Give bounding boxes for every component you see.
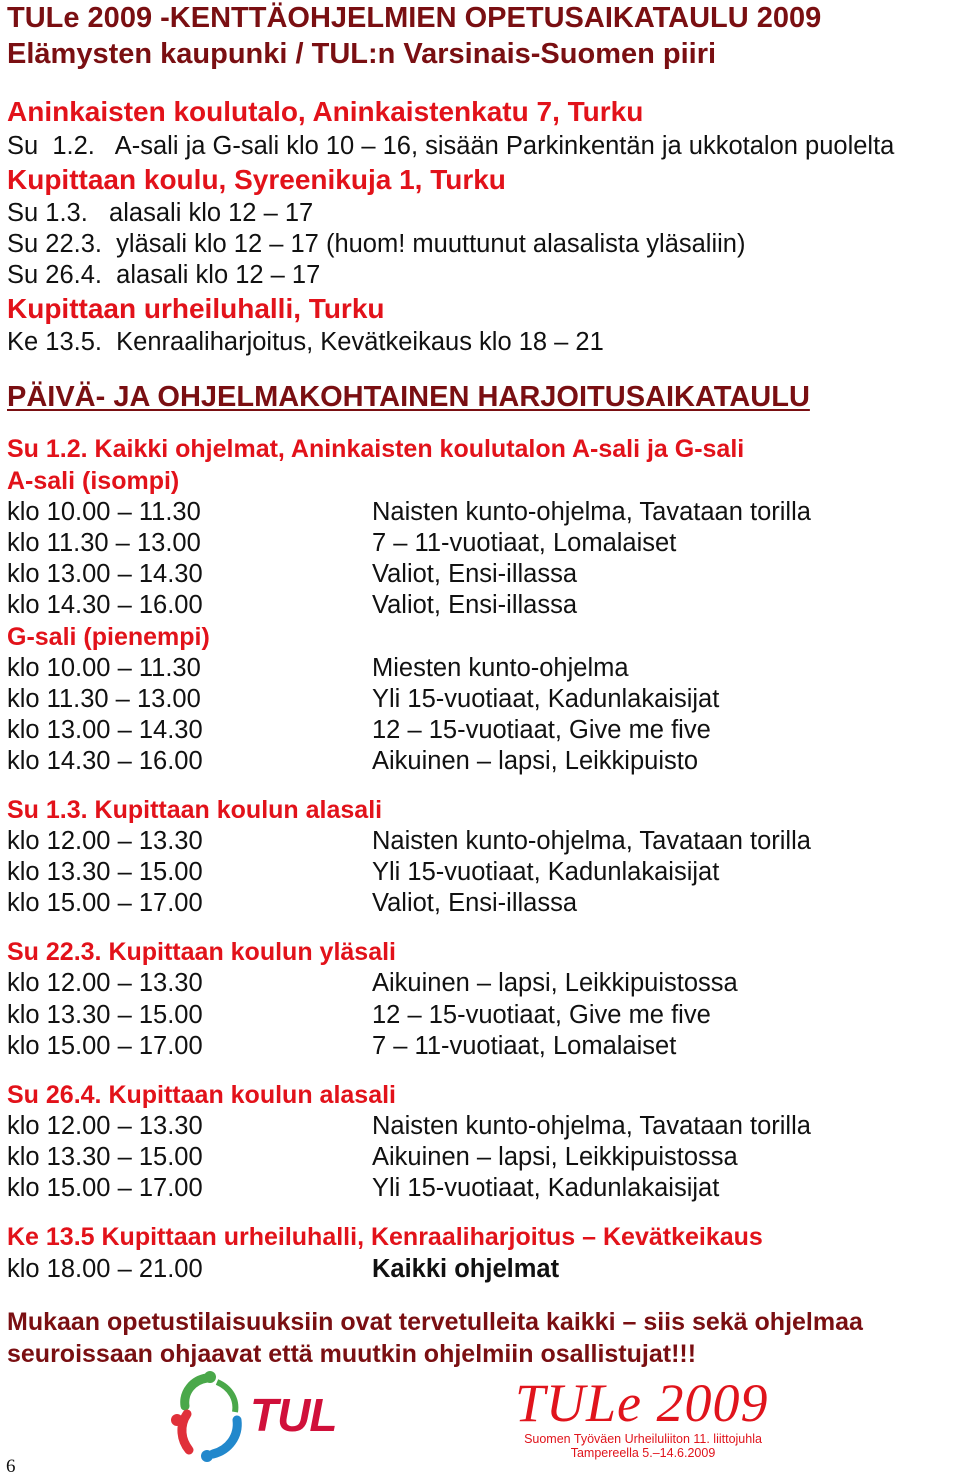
footer-note: Mukaan opetustilaisuuksiin ovat tervetulleita kaikki – siis sekä ohjelmaa (7, 1308, 863, 1336)
session-heading: Su 1.3. Kupittaan koulun alasali (7, 796, 383, 824)
tule-subtitle-line: Suomen Työväen Urheiluliiton 11. liittojuhla (524, 1432, 762, 1446)
time-slot: klo 13.30 – 15.00 (7, 1143, 203, 1171)
program-name: 12 – 15-vuotiaat, Give me five (372, 1001, 711, 1029)
time-slot: klo 15.00 – 17.00 (7, 1174, 203, 1202)
session-heading: Su 1.2. Kaikki ohjelmat, Aninkaisten koulutalon A-sali ja G-sali (7, 435, 745, 463)
schedule-row (7, 1030, 947, 1062)
program-name: Aikuinen – lapsi, Leikkipuisto (372, 747, 699, 775)
main-heading: PÄIVÄ- JA OHJELMAKOHTAINEN HARJOITUSAIKATAULU (7, 381, 810, 413)
time-slot: klo 14.30 – 16.00 (7, 747, 203, 775)
doc-subtitle: Elämysten kaupunki / TUL:n Varsinais-Suomen piiri (7, 38, 717, 70)
tul-emblem-icon (165, 1370, 250, 1462)
program-name: Miesten kunto-ohjelma (372, 654, 629, 682)
time-slot: klo 10.00 – 11.30 (7, 654, 201, 682)
program-name: 7 – 11-vuotiaat, Lomalaiset (372, 529, 677, 557)
schedule-row (7, 1141, 947, 1173)
time-slot: klo 13.00 – 14.30 (7, 716, 203, 744)
time-slot: klo 13.30 – 15.00 (7, 858, 203, 886)
schedule-row (7, 589, 947, 621)
location-heading: Kupittaan urheiluhalli, Turku (7, 293, 385, 324)
time-slot: klo 12.00 – 13.30 (7, 827, 203, 855)
program-name: Yli 15-vuotiaat, Kadunlakaisijat (372, 685, 720, 713)
program-name: Yli 15-vuotiaat, Kadunlakaisijat (372, 1174, 720, 1202)
schedule-row (7, 558, 947, 590)
schedule-row (7, 887, 947, 919)
hall-heading: A-sali (isompi) (7, 467, 180, 495)
time-slot: klo 14.30 – 16.00 (7, 591, 203, 619)
footer-note: seuroissaan ohjaavat että muutkin ohjelmiin osallistujat!!! (7, 1340, 697, 1368)
schedule-row (7, 745, 947, 777)
schedule-row (7, 825, 947, 857)
program-name: Aikuinen – lapsi, Leikkipuistossa (372, 1143, 738, 1171)
schedule-row (7, 856, 947, 888)
tule-logo-title: TULe 2009 (515, 1373, 769, 1433)
program-name: Aikuinen – lapsi, Leikkipuistossa (372, 969, 738, 997)
program-name: Naisten kunto-ohjelma, Tavataan torilla (372, 827, 811, 855)
program-name: Naisten kunto-ohjelma, Tavataan torilla (372, 498, 811, 526)
schedule-row (7, 527, 947, 559)
schedule-row (7, 967, 947, 999)
schedule-row (7, 999, 947, 1031)
location-heading: Kupittaan koulu, Syreenikuja 1, Turku (7, 164, 506, 195)
logos (0, 1368, 960, 1463)
time-slot: klo 18.00 – 21.00 (7, 1255, 203, 1283)
time-slot: klo 15.00 – 17.00 (7, 889, 203, 917)
program-name: 12 – 15-vuotiaat, Give me five (372, 716, 711, 744)
doc-title: TULe 2009 -KENTTÄOHJELMIEN OPETUSAIKATAULU 2009 (7, 2, 822, 34)
schedule-row (7, 714, 947, 746)
schedule-row (7, 1253, 947, 1285)
schedule-row (7, 652, 947, 684)
session-heading: Ke 13.5 Kupittaan urheiluhalli, Kenraaliharjoitus – Kevätkeikaus (7, 1223, 763, 1251)
location-date: Su 26.4. alasali klo 12 – 17 (7, 261, 321, 289)
tule-logo-subtitle (515, 1432, 771, 1460)
program-name: Yli 15-vuotiaat, Kadunlakaisijat (372, 858, 720, 886)
program-name: 7 – 11-vuotiaat, Lomalaiset (372, 1032, 677, 1060)
schedule-row (7, 496, 947, 528)
time-slot: klo 12.00 – 13.30 (7, 969, 203, 997)
program-name: Valiot, Ensi-illassa (372, 591, 578, 619)
session-heading: Su 22.3. Kupittaan koulun yläsali (7, 938, 396, 966)
time-slot: klo 10.00 – 11.30 (7, 498, 201, 526)
program-name: Kaikki ohjelmat (372, 1255, 560, 1283)
tule-subtitle-line: Tampereella 5.–14.6.2009 (570, 1446, 716, 1460)
tul-logo-text: TUL (250, 1389, 337, 1441)
schedule-row (7, 683, 947, 715)
hall-heading: G-sali (pienempi) (7, 623, 210, 651)
page-number: 6 (6, 1456, 16, 1477)
time-slot: klo 11.30 – 13.00 (7, 685, 201, 713)
schedule-row (7, 1110, 947, 1142)
location-date: Su 22.3. yläsali klo 12 – 17 (huom! muuttunut alasalista yläsaliin) (7, 230, 746, 258)
time-slot: klo 15.00 – 17.00 (7, 1032, 203, 1060)
time-slot: klo 13.30 – 15.00 (7, 1001, 203, 1029)
program-name: Naisten kunto-ohjelma, Tavataan torilla (372, 1112, 811, 1140)
location-date: Su 1.3. alasali klo 12 – 17 (7, 199, 314, 227)
session-heading: Su 26.4. Kupittaan koulun alasali (7, 1081, 396, 1109)
location-heading: Aninkaisten koulutalo, Aninkaistenkatu 7, Turku (7, 96, 644, 127)
program-name: Valiot, Ensi-illassa (372, 889, 578, 917)
time-slot: klo 12.00 – 13.30 (7, 1112, 203, 1140)
time-slot: klo 13.00 – 14.30 (7, 560, 203, 588)
location-date: Su 1.2. A-sali ja G-sali klo 10 – 16, sisään Parkinkentän ja ukkotalon puolelta (7, 132, 895, 160)
program-name: Valiot, Ensi-illassa (372, 560, 578, 588)
schedule-row (7, 1172, 947, 1204)
time-slot: klo 11.30 – 13.00 (7, 529, 201, 557)
location-date: Ke 13.5. Kenraaliharjoitus, Kevätkeikaus klo 18 – 21 (7, 328, 604, 356)
